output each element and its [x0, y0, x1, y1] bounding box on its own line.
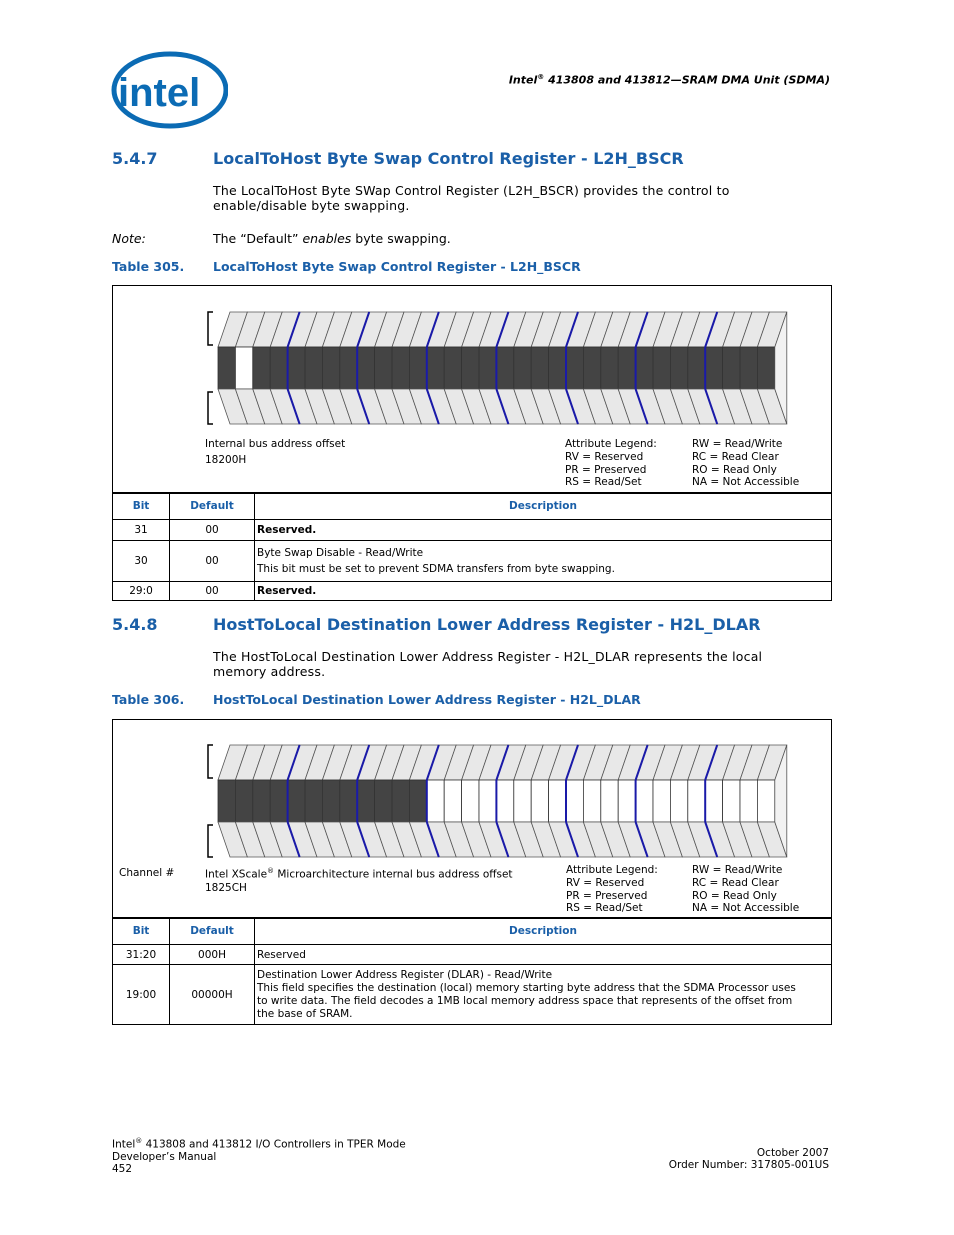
bit-cell: [270, 347, 287, 389]
bit-cell: [270, 780, 287, 822]
register-diagram-306: [112, 719, 832, 919]
table-row: [113, 582, 832, 601]
bus-offset-label: Internal bus address offset: [205, 438, 346, 450]
bit-cell: [462, 347, 479, 389]
bit-cell: [583, 780, 600, 822]
section-paragraph-1: The LocalToHost Byte SWap Control Register (L2H_BSCR) provides the control to enable/disable byte swapping.: [213, 183, 730, 213]
col-bit: Bit: [113, 493, 170, 520]
bit-cell: [409, 780, 426, 822]
cell-bit: 30: [113, 541, 170, 582]
bit-cell: [322, 780, 339, 822]
bit-cell: [566, 780, 583, 822]
bit-cell: [583, 347, 600, 389]
bit-cell: [322, 347, 339, 389]
footer-right: October 2007 Order Number: 317805-001US: [668, 1147, 829, 1171]
bit-cell: [531, 780, 548, 822]
running-header: Intel® 413808 and 413812—SRAM DMA Unit (SDMA): [508, 73, 830, 87]
bus-offset-label: Intel XScale® Microarchitecture internal bus address offset: [205, 867, 513, 881]
cell-bit: 31: [113, 520, 170, 541]
table-row: [113, 541, 832, 582]
bit-cell: [409, 347, 426, 389]
section-title-2: HostToLocal Destination Lower Address Register - H2L_DLAR: [213, 615, 761, 634]
bit-cell: [427, 780, 444, 822]
attribute-legend-left: Attribute Legend: RV = Reserved PR = Preserved RS = Read/Set: [565, 438, 657, 489]
cell-description: Reserved: [255, 945, 832, 965]
register-diagram-305: [112, 285, 832, 494]
cell-bit: 31:20: [113, 945, 170, 965]
bit-cell: [670, 780, 687, 822]
bus-offset-value: 18200H: [205, 454, 247, 466]
bit-cell: [340, 347, 357, 389]
bit-cell: [653, 347, 670, 389]
bit-cell: [566, 347, 583, 389]
bit-cell: [670, 347, 687, 389]
bit-cell: [305, 347, 322, 389]
bit-cell: [705, 780, 722, 822]
section-number-2: 5.4.8: [112, 615, 158, 634]
bit-cell: [357, 347, 374, 389]
table-row: [113, 945, 832, 965]
bit-cell: [757, 780, 774, 822]
bit-cell: [653, 780, 670, 822]
table-306-label: Table 306.: [112, 692, 185, 707]
table-306-title: HostToLocal Destination Lower Address Register - H2L_DLAR: [213, 692, 641, 707]
bit-cell: [479, 347, 496, 389]
section-title-1: LocalToHost Byte Swap Control Register - L2H_BSCR: [213, 149, 684, 168]
bit-cell: [479, 780, 496, 822]
channel-label: Channel #: [119, 867, 175, 879]
bit-cell: [531, 347, 548, 389]
attribute-legend-right: RW = Read/Write RC = Read Clear RO = Read Only NA = Not Accessible: [692, 438, 800, 489]
bit-cell: [305, 780, 322, 822]
bit-cell: [444, 780, 461, 822]
note-label: Note:: [112, 231, 146, 246]
cell-description: Destination Lower Address Register (DLAR) - Read/Write This field specifies the destination (local) memory starting byte address that the SDMA Processor uses to write data. The field decodes a 1MB local memory address space that represents of the offset from the base of SRAM.: [255, 965, 832, 1025]
cell-bit: 29:0: [113, 582, 170, 601]
bit-cell: [549, 780, 566, 822]
bit-cell: [427, 347, 444, 389]
cell-default: 00: [170, 520, 255, 541]
table-row: [113, 520, 832, 541]
attribute-legend-left: Attribute Legend: RV = Reserved PR = Preserved RS = Read/Set: [566, 864, 658, 915]
bus-offset-value: 1825CH: [205, 882, 247, 894]
table-header-row: [113, 493, 832, 520]
bit-cell: [618, 780, 635, 822]
bit-cell: [357, 780, 374, 822]
table-header-row: [113, 918, 832, 945]
bit-cell: [496, 347, 513, 389]
bit-cell: [218, 780, 235, 822]
note-text: The “Default” enables byte swapping.: [213, 231, 451, 246]
bit-cell: [688, 780, 705, 822]
bit-cell: [618, 347, 635, 389]
cell-default: 00: [170, 541, 255, 582]
col-default: Default: [170, 918, 255, 945]
bit-cell: [723, 780, 740, 822]
bit-cell: [375, 347, 392, 389]
bit-cell: [514, 347, 531, 389]
bit-cell: [740, 347, 757, 389]
table-305: [112, 492, 832, 601]
bit-cell: [705, 347, 722, 389]
cell-default: 00: [170, 582, 255, 601]
intel-logo: [108, 50, 228, 134]
col-description: Description: [255, 493, 832, 520]
bit-cell: [601, 780, 618, 822]
bit-cell: [288, 347, 305, 389]
col-bit: Bit: [113, 918, 170, 945]
bit-cell: [601, 347, 618, 389]
footer-left: Intel® 413808 and 413812 I/O Controllers in TPER Mode Developer’s Manual 452: [112, 1137, 406, 1175]
cell-bit: 19:00: [113, 965, 170, 1025]
section-number-1: 5.4.7: [112, 149, 158, 168]
bit-cell: [688, 347, 705, 389]
bit-cell: [757, 347, 774, 389]
bit-cell: [636, 780, 653, 822]
col-default: Default: [170, 493, 255, 520]
table-306: [112, 917, 832, 1025]
bit-cell: [636, 347, 653, 389]
bit-cell: [723, 347, 740, 389]
section-paragraph-2: The HostToLocal Destination Lower Address Register - H2L_DLAR represents the local memory address.: [213, 649, 763, 679]
bit-cell: [235, 347, 252, 389]
bit-cell: [253, 780, 270, 822]
bit-cell: [288, 780, 305, 822]
table-305-title: LocalToHost Byte Swap Control Register - L2H_BSCR: [213, 259, 581, 274]
bit-cell: [375, 780, 392, 822]
attribute-legend-right: RW = Read/Write RC = Read Clear RO = Read Only NA = Not Accessible: [692, 864, 800, 915]
logo-text: intel: [118, 71, 201, 115]
bit-cell: [549, 347, 566, 389]
cell-description: Reserved.: [255, 582, 832, 601]
bit-cell: [392, 347, 409, 389]
bit-cell: [514, 780, 531, 822]
bit-cell: [444, 347, 461, 389]
bit-cell: [740, 780, 757, 822]
cell-default: 000H: [170, 945, 255, 965]
bit-cell: [253, 347, 270, 389]
cell-default: 00000H: [170, 965, 255, 1025]
bit-cell: [218, 347, 235, 389]
bit-cell: [462, 780, 479, 822]
col-description: Description: [255, 918, 832, 945]
table-row: [113, 965, 832, 1025]
cell-description: Byte Swap Disable - Read/Write This bit must be set to prevent SDMA transfers from byte swapping.: [255, 541, 832, 582]
bit-cell: [392, 780, 409, 822]
bit-cell: [235, 780, 252, 822]
bit-cell: [340, 780, 357, 822]
table-305-label: Table 305.: [112, 259, 185, 274]
bit-cell: [496, 780, 513, 822]
cell-description: Reserved.: [255, 520, 832, 541]
